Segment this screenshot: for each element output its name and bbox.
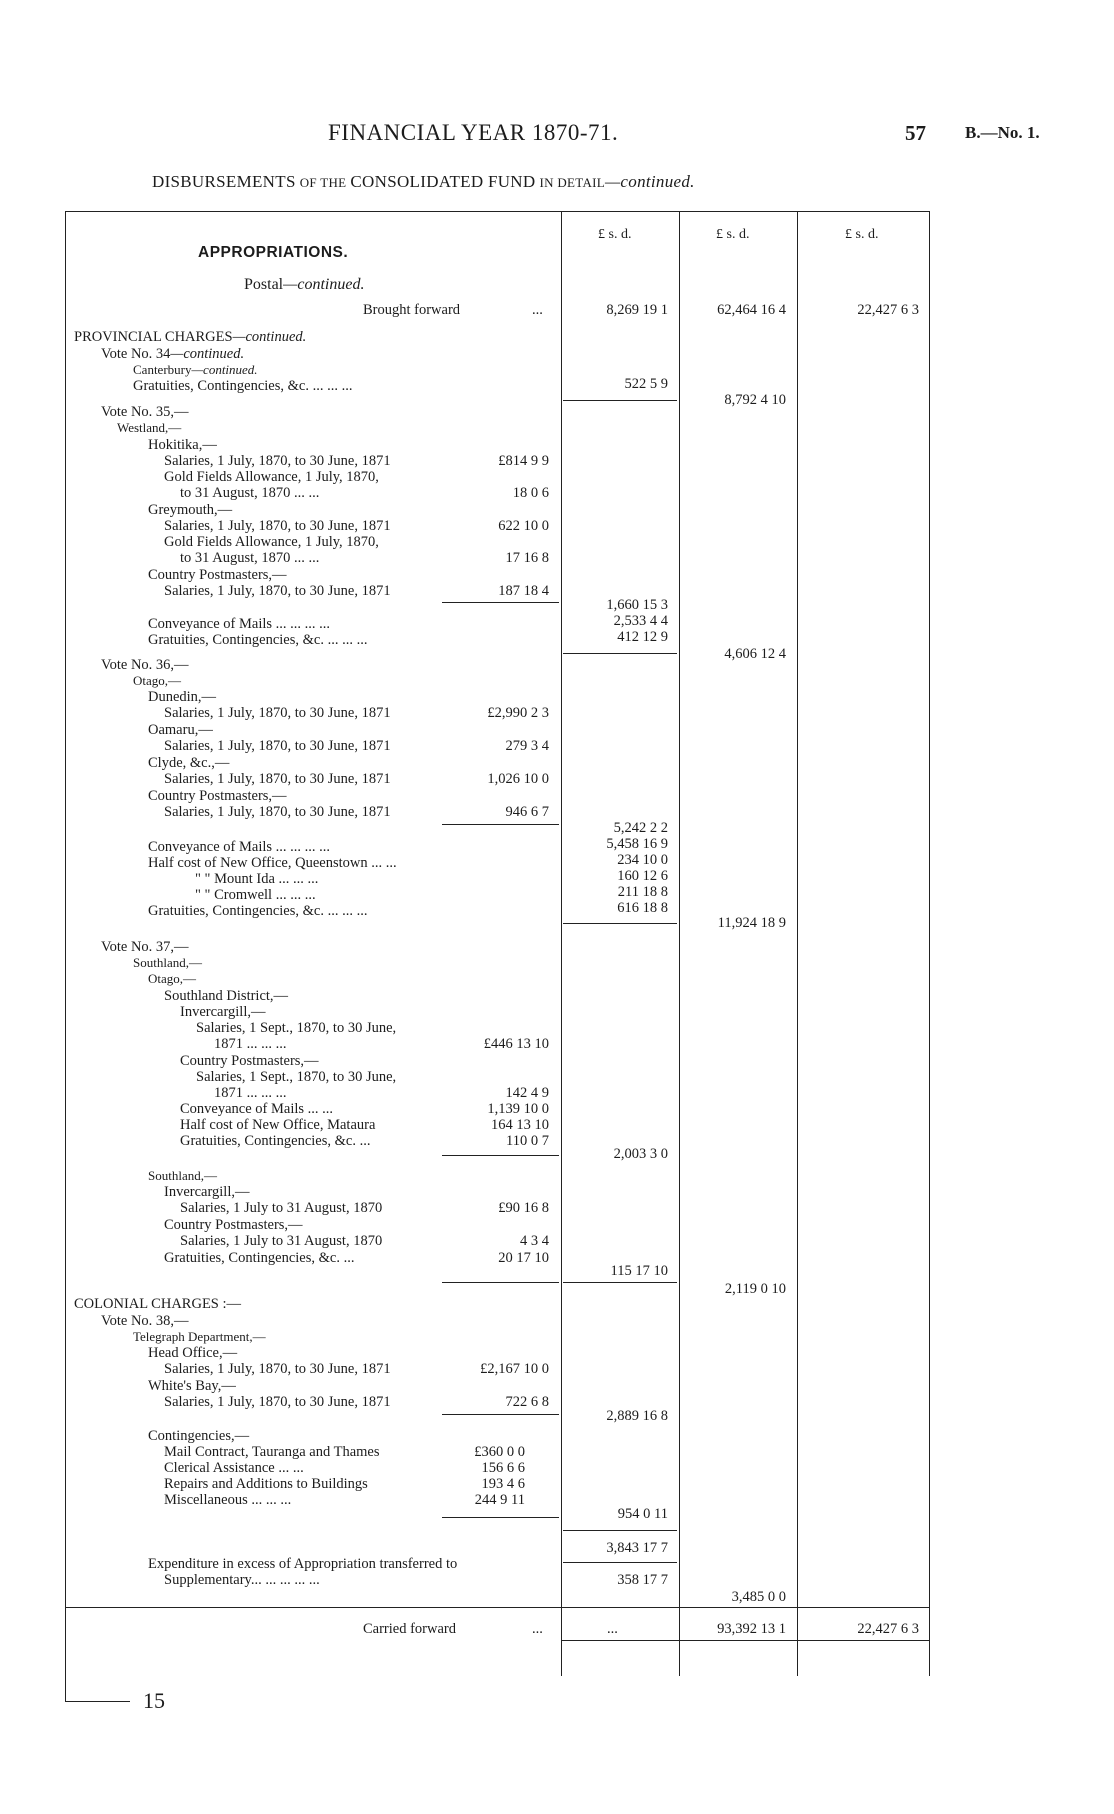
dunedin-heading: Dunedin,— bbox=[148, 689, 217, 705]
invercargill-salaries-2: 1871 ... ... ... bbox=[214, 1036, 287, 1052]
vote-35-total: 4,606 12 4 bbox=[724, 646, 786, 662]
vote-36-heading: Vote No. 36,— bbox=[101, 657, 189, 673]
hokitika-gold-fields-2: to 31 August, 1870 ... ... bbox=[180, 485, 320, 501]
westland-gratuities: Gratuities, Contingencies, &c. ... ... ... bbox=[148, 632, 368, 648]
telegraph-total: 3,843 17 7 bbox=[606, 1540, 668, 1556]
greymouth-gold-fields-2: to 31 August, 1870 ... ... bbox=[180, 550, 320, 566]
otago-conveyance-amount: 5,458 16 9 bbox=[606, 836, 668, 852]
otago-country-amount: 946 6 7 bbox=[505, 804, 549, 820]
rule bbox=[563, 1562, 677, 1563]
oamaru-salaries: Salaries, 1 July, 1870, to 30 June, 1871 bbox=[164, 738, 391, 754]
otago-country-postmasters: Country Postmasters,— bbox=[148, 788, 287, 804]
westland-country-salaries: Salaries, 1 July, 1870, to 30 June, 1871 bbox=[164, 583, 391, 599]
hokitika-gold-fields-1: Gold Fields Allowance, 1 July, 1870, bbox=[164, 469, 379, 485]
provincial-charges-continued: —continued. bbox=[232, 329, 307, 345]
hokitika-heading: Hokitika,— bbox=[148, 437, 217, 453]
canterbury-heading bbox=[133, 362, 258, 378]
southland-2-country-salaries: Salaries, 1 July to 31 August, 1870 bbox=[180, 1233, 383, 1249]
invercargill-salaries-1: Salaries, 1 Sept., 1870, to 30 June, bbox=[196, 1020, 397, 1036]
southland-half-mataura-amount: 164 13 10 bbox=[491, 1117, 549, 1133]
otago-half-queenstown: Half cost of New Office, Queenstown ... ... bbox=[148, 855, 397, 871]
table-top-rule bbox=[65, 211, 930, 212]
excess-expenditure-1: Expenditure in excess of Appropriation transferred to bbox=[148, 1556, 458, 1572]
invercargill-2-salaries: Salaries, 1 July to 31 August, 1870 bbox=[180, 1200, 383, 1216]
head-office-salaries: Salaries, 1 July, 1870, to 30 June, 1871 bbox=[164, 1361, 391, 1377]
brought-forward-label: Brought forward bbox=[363, 302, 461, 318]
carried-forward-dots: ... bbox=[532, 1621, 543, 1637]
footer-rule bbox=[65, 1701, 130, 1702]
otago-country-salaries: Salaries, 1 July, 1870, to 30 June, 1871 bbox=[164, 804, 391, 820]
whites-bay-salaries-amount: 722 6 8 bbox=[505, 1394, 549, 1410]
southland-country-amount: 142 4 9 bbox=[505, 1085, 549, 1101]
westland-conveyance-amount: 2,533 4 4 bbox=[613, 613, 668, 629]
clyde-heading: Clyde, &c.,— bbox=[148, 755, 230, 771]
telegraph-salaries-subtotal: 2,889 16 8 bbox=[606, 1408, 668, 1424]
otago-half-mount-ida-amount: 160 12 6 bbox=[617, 868, 668, 884]
otago-gratuities-amount: 616 18 8 bbox=[617, 900, 668, 916]
clerical-assistance: Clerical Assistance ... ... bbox=[164, 1460, 304, 1476]
vote-34-label: Vote No. 34 bbox=[101, 346, 171, 362]
hokitika-gold-fields-amount: 18 0 6 bbox=[512, 485, 549, 501]
subtitle-of-the: OF THE bbox=[299, 175, 347, 190]
southland-country-salaries-1: Salaries, 1 Sept., 1870, to 30 June, bbox=[196, 1069, 397, 1085]
greymouth-gold-fields-1: Gold Fields Allowance, 1 July, 1870, bbox=[164, 534, 379, 550]
page-subtitle bbox=[152, 172, 695, 192]
subtitle-part2: CONSOLIDATED FUND bbox=[350, 172, 536, 191]
rule bbox=[561, 1640, 930, 1641]
vote-37-total: 2,119 0 10 bbox=[724, 1281, 786, 1297]
otago-gratuities: Gratuities, Contingencies, &c. ... ... ... bbox=[148, 903, 368, 919]
vote-38-total: 3,485 0 0 bbox=[731, 1589, 786, 1605]
column-header-3: £ s. d. bbox=[845, 227, 879, 242]
otago-half-cromwell: " " Cromwell ... ... ... bbox=[195, 887, 316, 903]
southland-heading: Southland,— bbox=[133, 955, 202, 970]
southland-gratuities: Gratuities, Contingencies, &c. ... bbox=[180, 1133, 371, 1149]
column-rule-1 bbox=[561, 211, 562, 1676]
hokitika-salaries-amount: £814 9 9 bbox=[498, 453, 549, 469]
provincial-charges-heading bbox=[74, 329, 306, 346]
otago-conveyance: Conveyance of Mails ... ... ... ... bbox=[148, 839, 331, 855]
brought-forward-dots: ... bbox=[532, 302, 543, 318]
otago-heading: Otago,— bbox=[133, 673, 182, 688]
westland-conveyance: Conveyance of Mails ... ... ... ... bbox=[148, 616, 331, 632]
provincial-charges-label: PROVINCIAL CHARGES bbox=[74, 329, 233, 345]
otago-half-queenstown-amount: 234 10 0 bbox=[617, 852, 668, 868]
clerical-assistance-amount: 156 6 6 bbox=[481, 1460, 525, 1476]
document-reference: B.—No. 1. bbox=[965, 123, 1040, 142]
carried-forward-rule bbox=[65, 1607, 930, 1608]
carried-forward-col2: 93,392 13 1 bbox=[717, 1621, 786, 1637]
vote-34-total: 8,792 4 10 bbox=[724, 392, 786, 408]
otago-half-cromwell-amount: 211 18 8 bbox=[617, 884, 668, 900]
canterbury-gratuities: Gratuities, Contingencies, &c. ... ... ... bbox=[133, 378, 353, 394]
carried-forward-col1: ... bbox=[607, 1621, 618, 1637]
greymouth-salaries: Salaries, 1 July, 1870, to 30 June, 1871 bbox=[164, 518, 391, 534]
postal-continued: —continued. bbox=[283, 276, 365, 293]
southland-2-gratuities-amount: 20 17 10 bbox=[498, 1250, 549, 1266]
brought-forward-col1: 8,269 19 1 bbox=[606, 302, 668, 318]
southland-country-salaries-2: 1871 ... ... ... bbox=[214, 1085, 287, 1101]
invercargill-salaries-amount: £446 13 10 bbox=[483, 1036, 549, 1052]
canterbury-continued: —continued. bbox=[191, 362, 258, 377]
head-office-salaries-amount: £2,167 10 0 bbox=[480, 1361, 549, 1377]
canterbury-label: Canterbury bbox=[133, 362, 192, 377]
column-rule-3 bbox=[797, 211, 798, 1676]
column-header-2: £ s. d. bbox=[716, 227, 750, 242]
westland-country-postmasters: Country Postmasters,— bbox=[148, 567, 287, 583]
southland-2-gratuities: Gratuities, Contingencies, &c. ... bbox=[164, 1250, 355, 1266]
rule bbox=[442, 1282, 559, 1283]
whites-bay-salaries: Salaries, 1 July, 1870, to 30 June, 1871 bbox=[164, 1394, 391, 1410]
subtitle-continued: —continued. bbox=[605, 172, 695, 191]
sheet-number: 15 bbox=[143, 1688, 165, 1713]
carried-forward-col3: 22,427 6 3 bbox=[857, 1621, 919, 1637]
excess-expenditure-2: Supplementary... ... ... ... ... bbox=[164, 1572, 320, 1588]
clyde-salaries: Salaries, 1 July, 1870, to 30 June, 1871 bbox=[164, 771, 391, 787]
westland-heading: Westland,— bbox=[117, 420, 182, 435]
southland-2-subtotal: 115 17 10 bbox=[610, 1263, 668, 1279]
head-office-heading: Head Office,— bbox=[148, 1345, 238, 1361]
postal-label: Postal bbox=[244, 276, 284, 293]
contingencies-heading: Contingencies,— bbox=[148, 1428, 250, 1444]
whites-bay-heading: White's Bay,— bbox=[148, 1378, 236, 1394]
vote-34-heading bbox=[101, 346, 244, 363]
southland-2-heading: Southland,— bbox=[148, 1168, 217, 1183]
telegraph-department-heading: Telegraph Department,— bbox=[133, 1329, 266, 1344]
postal-heading bbox=[244, 276, 364, 294]
brought-forward-col2: 62,464 16 4 bbox=[717, 302, 786, 318]
page-title: FINANCIAL YEAR 1870-71. bbox=[328, 120, 619, 145]
table-left-rule bbox=[65, 211, 66, 1701]
southland-half-mataura: Half cost of New Office, Mataura bbox=[180, 1117, 376, 1133]
southland-country-postmasters: Country Postmasters,— bbox=[180, 1053, 319, 1069]
otago-half-mount-ida: " " Mount Ida ... ... ... bbox=[195, 871, 319, 887]
vote-38-heading: Vote No. 38,— bbox=[101, 1313, 189, 1329]
appropriations-heading: APPROPRIATIONS. bbox=[198, 244, 349, 261]
page-number: 57 bbox=[905, 121, 926, 145]
southland-2-country-postmasters: Country Postmasters,— bbox=[164, 1217, 303, 1233]
westland-country-amount: 187 18 4 bbox=[498, 583, 549, 599]
otago-sub-heading: Otago,— bbox=[148, 971, 197, 986]
subtitle-part1: DISBURSEMENTS bbox=[152, 172, 296, 191]
clyde-salaries-amount: 1,026 10 0 bbox=[487, 771, 549, 787]
miscellaneous: Miscellaneous ... ... ... bbox=[164, 1492, 292, 1508]
contingencies-subtotal: 954 0 11 bbox=[617, 1506, 668, 1522]
southland-conveyance-amount: 1,139 10 0 bbox=[487, 1101, 549, 1117]
column-rule-2 bbox=[679, 211, 680, 1676]
vote-36-total: 11,924 18 9 bbox=[717, 915, 786, 931]
column-rule-4 bbox=[929, 211, 930, 1676]
invercargill-2-heading: Invercargill,— bbox=[164, 1184, 250, 1200]
southland-otago-subtotal: 2,003 3 0 bbox=[613, 1146, 668, 1162]
invercargill-2-salaries-amount: £90 16 8 bbox=[498, 1200, 549, 1216]
colonial-charges-heading: COLONIAL CHARGES :— bbox=[74, 1296, 242, 1312]
rule bbox=[563, 1530, 677, 1531]
otago-subtotal: 5,242 2 2 bbox=[613, 820, 668, 836]
southland-2-country-amount: 4 3 4 bbox=[520, 1233, 549, 1249]
greymouth-salaries-amount: 622 10 0 bbox=[498, 518, 549, 534]
southland-district-heading: Southland District,— bbox=[164, 988, 289, 1004]
mail-contract: Mail Contract, Tauranga and Thames bbox=[164, 1444, 380, 1460]
oamaru-salaries-amount: 279 3 4 bbox=[505, 738, 549, 754]
subtitle-in-detail: IN DETAIL bbox=[539, 175, 606, 190]
mail-contract-amount: £360 0 0 bbox=[474, 1444, 525, 1460]
westland-gratuities-amount: 412 12 9 bbox=[617, 629, 668, 645]
excess-expenditure-amount: 358 17 7 bbox=[617, 1572, 668, 1588]
vote-34-continued: —continued. bbox=[170, 346, 245, 362]
southland-gratuities-amount: 110 0 7 bbox=[506, 1133, 549, 1149]
dunedin-salaries-amount: £2,990 2 3 bbox=[487, 705, 549, 721]
oamaru-heading: Oamaru,— bbox=[148, 722, 213, 738]
vote-35-heading: Vote No. 35,— bbox=[101, 404, 189, 420]
canterbury-gratuities-amount: 522 5 9 bbox=[624, 376, 668, 392]
miscellaneous-amount: 244 9 11 bbox=[474, 1492, 525, 1508]
invercargill-heading: Invercargill,— bbox=[180, 1004, 266, 1020]
southland-conveyance: Conveyance of Mails ... ... bbox=[180, 1101, 334, 1117]
brought-forward-col3: 22,427 6 3 bbox=[857, 302, 919, 318]
hokitika-salaries: Salaries, 1 July, 1870, to 30 June, 1871 bbox=[164, 453, 391, 469]
repairs-additions: Repairs and Additions to Buildings bbox=[164, 1476, 368, 1492]
greymouth-heading: Greymouth,— bbox=[148, 502, 233, 518]
column-header-1: £ s. d. bbox=[598, 227, 632, 242]
carried-forward-label: Carried forward bbox=[363, 1621, 456, 1637]
repairs-additions-amount: 193 4 6 bbox=[481, 1476, 525, 1492]
greymouth-gold-fields-amount: 17 16 8 bbox=[505, 550, 549, 566]
vote-37-heading: Vote No. 37,— bbox=[101, 939, 189, 955]
westland-subtotal: 1,660 15 3 bbox=[606, 597, 668, 613]
dunedin-salaries: Salaries, 1 July, 1870, to 30 June, 1871 bbox=[164, 705, 391, 721]
